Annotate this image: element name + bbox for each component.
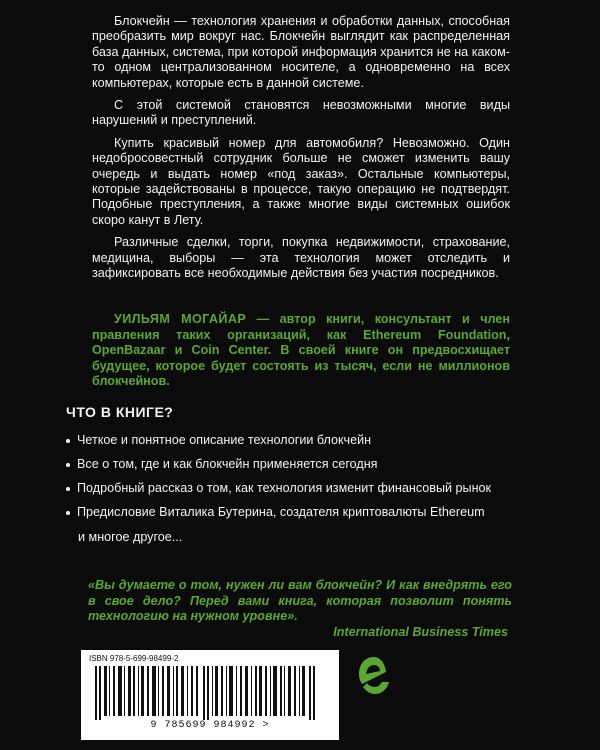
list-item — [66, 480, 516, 496]
list-item-text: Все о том, где и как блокчейн применяется сегодня — [77, 457, 378, 471]
bullet-icon — [66, 511, 70, 515]
description-paragraph: С этой системой становятся невозможными многие виды нарушений и преступлений. — [92, 98, 510, 128]
author-name: УИЛЬЯМ МОГАЙАР — [114, 312, 247, 326]
list-item — [66, 504, 516, 520]
list-item — [66, 432, 516, 448]
eksmo-logo-icon — [356, 654, 392, 708]
list-item-text: Четкое и понятное описание технологии блокчейн — [77, 433, 372, 447]
list-item-text: Подробный рассказ о том, как технология изменит финансовый рынок — [77, 481, 492, 495]
bullet-icon — [66, 463, 70, 467]
quote-source: International Business Times — [333, 625, 508, 639]
more-text: и многое другое... — [78, 530, 183, 544]
list-item — [66, 456, 516, 472]
barcode-number: 9 785699 984992 > — [150, 720, 270, 731]
author-bio-text: — автор книги, консультант и член правления таких организаций, как Ethereum Foundation, OpenBazaar и Coin Center. В своей книге он предвосхищает будущее, которое будет состоять из тысяч, если не миллионов блокчейнов. — [92, 312, 510, 388]
feature-list — [66, 432, 516, 528]
bullet-icon — [66, 487, 70, 491]
bullet-icon — [66, 439, 70, 443]
isbn-label: ISBN 978-5-699-98499-2 — [89, 654, 179, 663]
description-paragraph: Купить красивый номер для автомобиля? Невозможно. Один недобросовестный сотрудник больше не сможет изменить вашу очередь и выдать номер «под заказ». Остальные компьютеры, которые задействованы в процессе, такую операцию не подтвердят. Подобные преступления, а также многие виды системных ошибок скоро канут в Лету. — [92, 135, 510, 227]
description-paragraph: Блокчейн — технология хранения и обработки данных, способная преобразить мир вокруг нас. Блокчейн выглядит как распределенная база данных, система, при которой информация хранится не на каком-то одном централизованном носителе, а одновременно на всех компьютерах, которые есть в данной системе. — [92, 14, 510, 90]
book-description — [92, 14, 510, 289]
list-item-text: Предисловие Виталика Бутерина, создателя криптовалюты Ethereum — [77, 505, 485, 519]
review-quote: «Вы думаете о том, нужен ли вам блокчейн? И как внедрять его в свое дело? Перед вами книга, которая позволит понять технологию на нужном уровне». — [88, 578, 512, 623]
section-title: ЧТО В КНИГЕ? — [66, 404, 174, 420]
author-bio — [92, 312, 510, 390]
description-paragraph: Различные сделки, торги, покупка недвижимости, страхование, медицина, выборы — эта технология может отследить и зафиксировать все необходимые действия без участия посредников. — [92, 235, 510, 281]
barcode — [81, 650, 339, 740]
barcode-bars-icon — [95, 666, 325, 720]
